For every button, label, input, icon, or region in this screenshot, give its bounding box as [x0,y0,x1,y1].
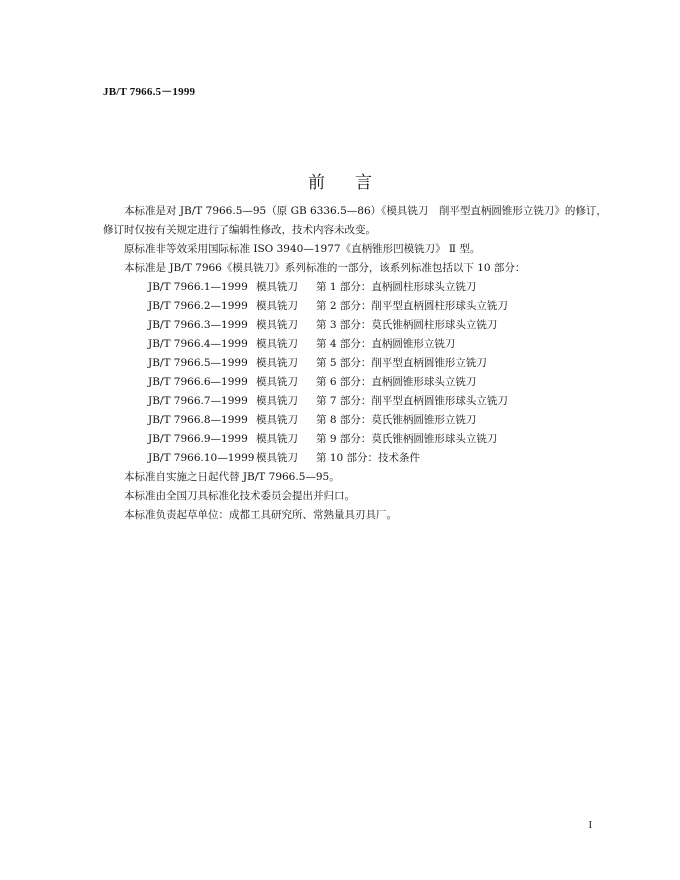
paragraph-drafters: 本标准负责起草单位：成都工具研究所、常熟量具刃具厂。 [124,509,397,521]
part-title: 第 3 部分：莫氏锥柄圆柱形球头立铣刀 [316,319,498,331]
paragraph-revision-line1: 本标准是对 JB/T 7966.5—95（原 GB 6336.5—86）《模具铣刀 削平型直柄圆锥形立铣刀》的修订， [124,205,607,217]
part-title: 第 8 部分：莫氏锥柄圆锥形立铣刀 [316,414,477,426]
list-item [148,278,476,297]
part-series-name: 模具铣刀 [256,376,298,388]
part-code: JB/T 7966.2—1999 [148,300,248,312]
part-code: JB/T 7966.8—1999 [148,414,248,426]
page-title: 前言 [308,173,402,193]
list-item [148,373,476,392]
list-item [148,316,497,335]
page-number: I [588,820,592,831]
list-item [148,430,497,449]
intro-block [103,202,607,278]
paragraph-revision-line2: 修订时仅按有关规定进行了编辑性修改，技术内容未改变。 [103,224,376,236]
part-title: 第 6 部分：直柄圆锥形球头立铣刀 [316,376,477,388]
part-code: JB/T 7966.4—1999 [148,338,248,350]
part-code: JB/T 7966.6—1999 [148,376,248,388]
part-series-name: 模具铣刀 [256,338,298,350]
part-series-name: 模具铣刀 [256,319,298,331]
part-code: JB/T 7966.1—1999 [148,281,248,293]
part-series-name: 模具铣刀 [256,281,298,293]
part-series-name: 模具铣刀 [256,433,298,445]
list-item [148,335,455,354]
part-code: JB/T 7966.3—1999 [148,319,248,331]
paragraph-supersedes: 本标准自实施之日起代替 JB/T 7966.5—95。 [124,471,340,483]
closing-block [103,468,583,525]
list-item [148,354,487,373]
part-code: JB/T 7966.9—1999 [148,433,248,445]
part-title: 第 1 部分：直柄圆柱形球头立铣刀 [316,281,477,293]
part-title: 第 2 部分：削平型直柄圆柱形球头立铣刀 [316,300,508,312]
part-series-name: 模具铣刀 [256,395,298,407]
part-series-name: 模具铣刀 [256,300,298,312]
part-code: JB/T 7966.5—1999 [148,357,248,369]
part-series-name: 模具铣刀 [256,452,298,464]
part-series-name: 模具铣刀 [256,414,298,426]
part-title: 第 5 部分：削平型直柄圆锥形立铣刀 [316,357,487,369]
list-item [148,411,476,430]
part-title: 第 7 部分：削平型直柄圆锥形球头立铣刀 [316,395,508,407]
list-item [148,392,508,411]
part-code: JB/T 7966.10—1999 [148,452,255,464]
list-item [148,449,420,468]
paragraph-iso-reference: 原标准非等效采用国际标准 ISO 3940—1977《直柄锥形凹模铣刀》 Ⅱ 型。 [124,243,481,255]
part-code: JB/T 7966.7—1999 [148,395,248,407]
part-title: 第 4 部分：直柄圆锥形立铣刀 [316,338,456,350]
part-series-name: 模具铣刀 [256,357,298,369]
part-title: 第 10 部分：技术条件 [316,452,421,464]
part-title: 第 9 部分：莫氏锥柄圆锥形球头立铣刀 [316,433,498,445]
paragraph-series-intro: 本标准是 JB/T 7966《模具铣刀》系列标准的一部分，该系列标准包括以下 10 部分： [124,262,526,274]
standard-code-header: JB/T 7966.5－1999 [103,86,196,98]
list-item [148,297,508,316]
paragraph-proposer: 本标准由全国刀具标准化技术委员会提出并归口。 [124,490,355,502]
